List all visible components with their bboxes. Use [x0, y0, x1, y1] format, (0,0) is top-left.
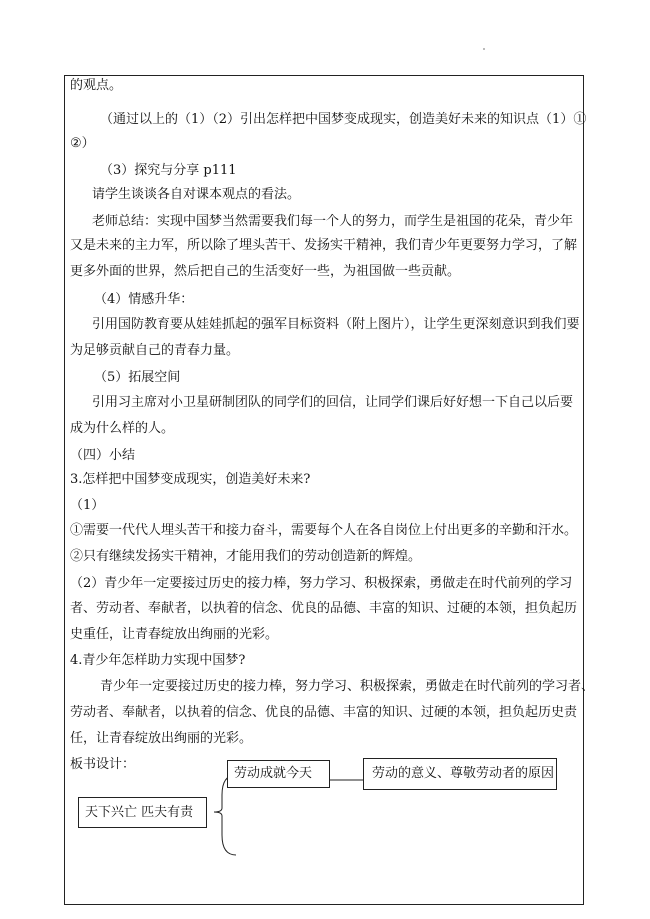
text-line: ②只有继续发扬实干精神，才能用我们的劳动创造新的辉煌。	[70, 549, 422, 564]
text-line: （四）小结	[70, 448, 136, 463]
text-line: 请学生谈谈各自对课本观点的看法。	[92, 187, 301, 202]
text-line: （2）青少年一定要接过历史的接力棒，努力学习、积极探索，勇做走在时代前列的学习	[70, 576, 573, 591]
text-line: 又是未来的主力军，所以除了埋头苦干、发扬实干精神，我们青少年更要努力学习，了解	[70, 238, 578, 253]
text-line: 史重任，让青春绽放出绚丽的光彩。	[70, 627, 279, 642]
text-line: （1）	[70, 498, 105, 513]
text-line: （通过以上的（1）（2）引出怎样把中国梦变成现实，创造美好未来的知识点（1）①	[100, 112, 587, 127]
text-line: 者、劳动者、奉献者，以执着的信念、优良的品德、丰富的知识、过硬的本领，担负起历	[70, 601, 578, 616]
text-line: 引用国防教育要从娃娃抓起的强军目标资料（附上图片），让学生更深刻意识到我们要	[92, 317, 580, 332]
board-design-diagram	[64, 740, 584, 905]
text-line: 为足够贡献自己的青春力量。	[70, 343, 240, 358]
text-line: 板书设计：	[70, 757, 136, 772]
box-tianxia-xingwang: 天下兴亡 匹夫有责	[78, 797, 207, 828]
text-line: 的观点。	[70, 78, 123, 93]
text-line: ②）	[70, 136, 95, 151]
text-line: 老师总结：实现中国梦当然需要我们每一个人的努力，而学生是祖国的花朵，青少年	[92, 214, 574, 229]
text-line: 3.怎样把中国梦变成现实，创造美好未来?	[70, 472, 311, 487]
text-line: 青少年一定要接过历史的接力棒，努力学习、积极探索，勇做走在时代前列的学习者、	[100, 679, 595, 694]
box-laodong-reason: 劳动的意义、尊敬劳动者的原因	[363, 758, 557, 790]
text-line: 任，让青春绽放出绚丽的光彩。	[70, 731, 253, 746]
text-line: 成为什么样的人。	[70, 421, 175, 436]
text-line: （3）探究与分享 p111	[100, 163, 237, 178]
text-line: 劳动者、奉献者，以执着的信念、优良的品德、丰富的知识、过硬的本领，担负起历史责	[70, 705, 578, 720]
decorative-dot	[483, 48, 485, 50]
text-line: 4.青少年怎样助力实现中国梦?	[70, 653, 246, 668]
text-line: （4）情感升华：	[94, 292, 194, 307]
text-line: 更多外面的世界，然后把自己的生活变好一些，为祖国做一些贡献。	[70, 264, 461, 279]
text-line: 引用习主席对小卫星研制团队的同学们的回信，让同学们课后好好想一下自己以后要	[92, 395, 574, 410]
text-line: ①需要一代代人埋头苦干和接力奋斗，需要每个人在各自岗位上付出更多的辛勤和汗水。	[70, 523, 578, 538]
box-laodong-chengjiu: 劳动成就今天	[227, 760, 330, 788]
text-line: （5）拓展空间	[94, 370, 181, 385]
